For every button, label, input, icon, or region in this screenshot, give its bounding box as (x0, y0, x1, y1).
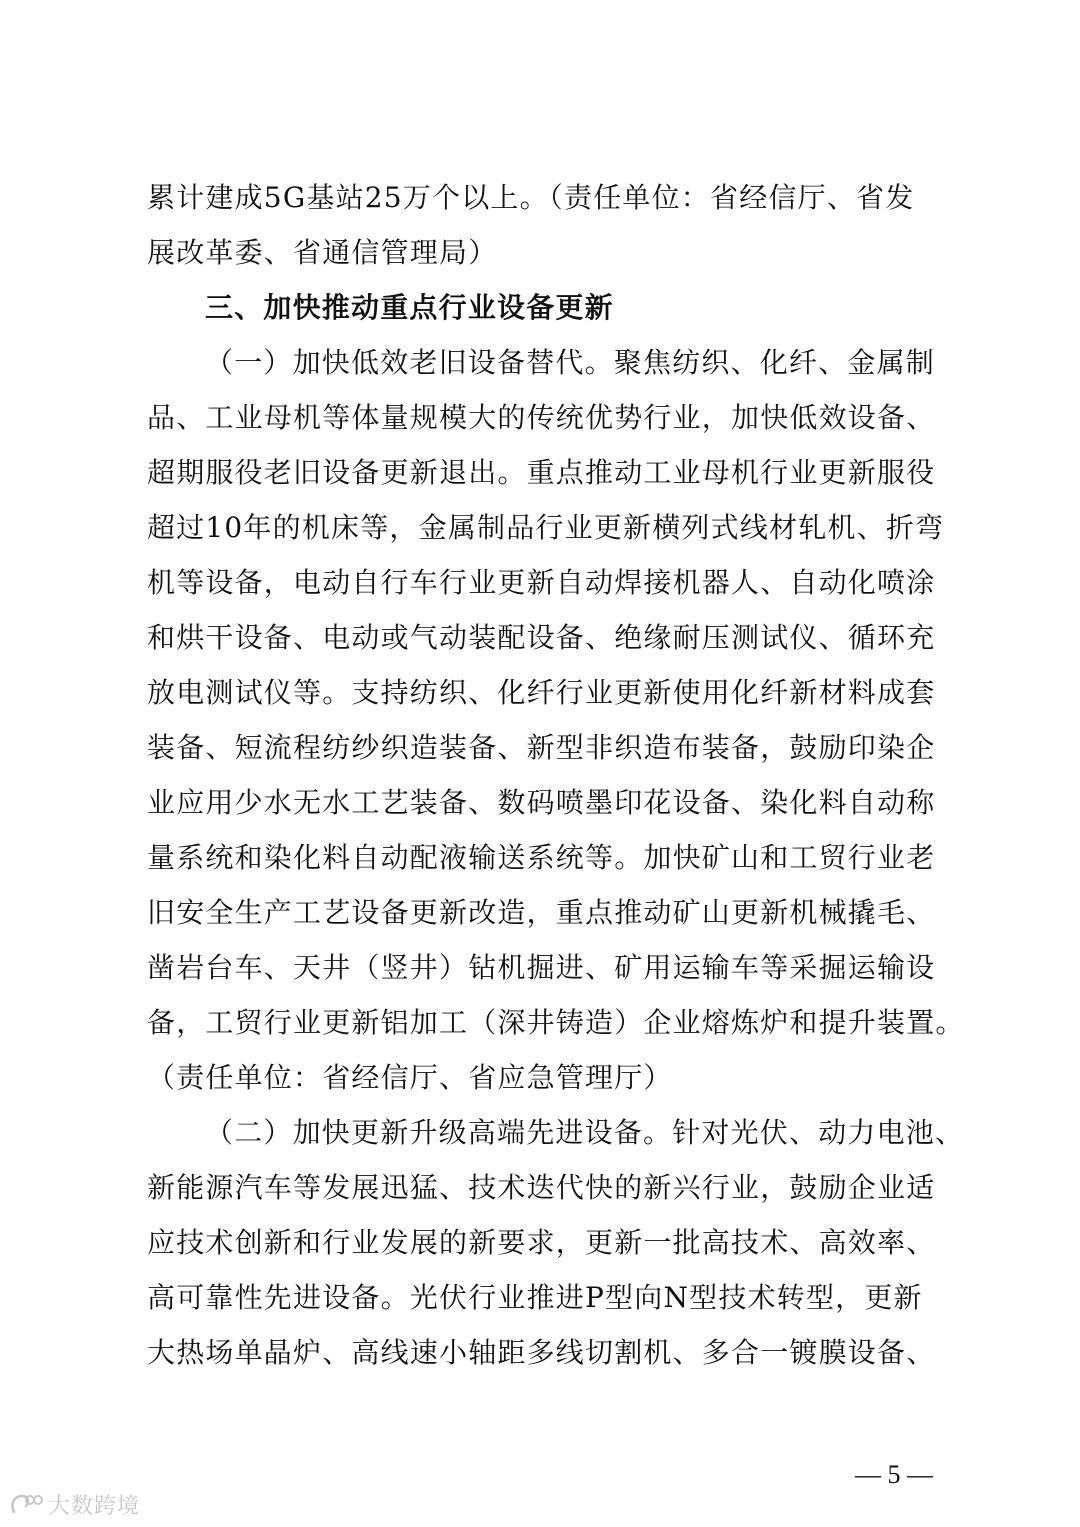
page-number: — 5 — (855, 1460, 933, 1489)
body-line: 累计建成5G基站25万个以上。（责任单位：省经信厅、省发 (147, 181, 915, 214)
body-line: 备，工贸行业更新铝加工（深井铸造）企业熔炼炉和提升装置。 (147, 1006, 965, 1039)
body-line: 大热场单晶炉、高线速小轴距多线切割机、多合一镀膜设备、 (147, 1336, 936, 1369)
body-line: 凿岩台车、天井（竖井）钻机掘进、矿用运输车等采掘运输设 (147, 951, 936, 984)
body-line: 超期服役老旧设备更新退出。重点推动工业母机行业更新服役 (147, 456, 936, 489)
body-line: 和烘干设备、电动或气动装配设备、绝缘耐压测试仪、循环充 (147, 621, 936, 654)
body-line: 装备、短流程纺纱织造装备、新型非织造布装备，鼓励印染企 (147, 731, 936, 764)
body-line: 量系统和染化料自动配液输送系统等。加快矿山和工贸行业老 (147, 841, 936, 874)
body-line: 超过10年的机床等，金属制品行业更新横列式线材轧机、折弯 (147, 511, 945, 544)
body-line: 高可靠性先进设备。光伏行业推进P型向N型技术转型，更新 (147, 1281, 923, 1314)
body-line: 新能源汽车等发展迅猛、技术迭代快的新兴行业，鼓励企业适 (147, 1171, 936, 1204)
section-heading: 三、加快推动重点行业设备更新 (205, 291, 614, 324)
body-line: 放电测试仪等。支持纺织、化纤行业更新使用化纤新材料成套 (147, 676, 936, 709)
body-line: 旧安全生产工艺设备更新改造，重点推动矿山更新机械撬毛、 (147, 896, 936, 929)
paragraph-first-line: （一）加快低效老旧设备替代。聚焦纺织、化纤、金属制 (205, 346, 936, 379)
watermark-text: 大数跨境 (48, 1493, 141, 1519)
body-line: （责任单位：省经信厅、省应急管理厅） (147, 1061, 673, 1094)
watermark-logo-icon (8, 1490, 44, 1518)
body-line: 展改革委、省通信管理局） (147, 236, 498, 269)
body-line: 品、工业母机等体量规模大的传统优势行业，加快低效设备、 (147, 401, 936, 434)
body-line: 应技术创新和行业发展的新要求，更新一批高技术、高效率、 (147, 1226, 936, 1259)
body-line: 机等设备，电动自行车行业更新自动焊接机器人、自动化喷涂 (147, 566, 936, 599)
watermark (8, 1488, 140, 1520)
paragraph-first-line: （二）加快更新升级高端先进设备。针对光伏、动力电池、 (205, 1116, 965, 1149)
body-line: 业应用少水无水工艺装备、数码喷墨印花设备、染化料自动称 (147, 786, 936, 819)
